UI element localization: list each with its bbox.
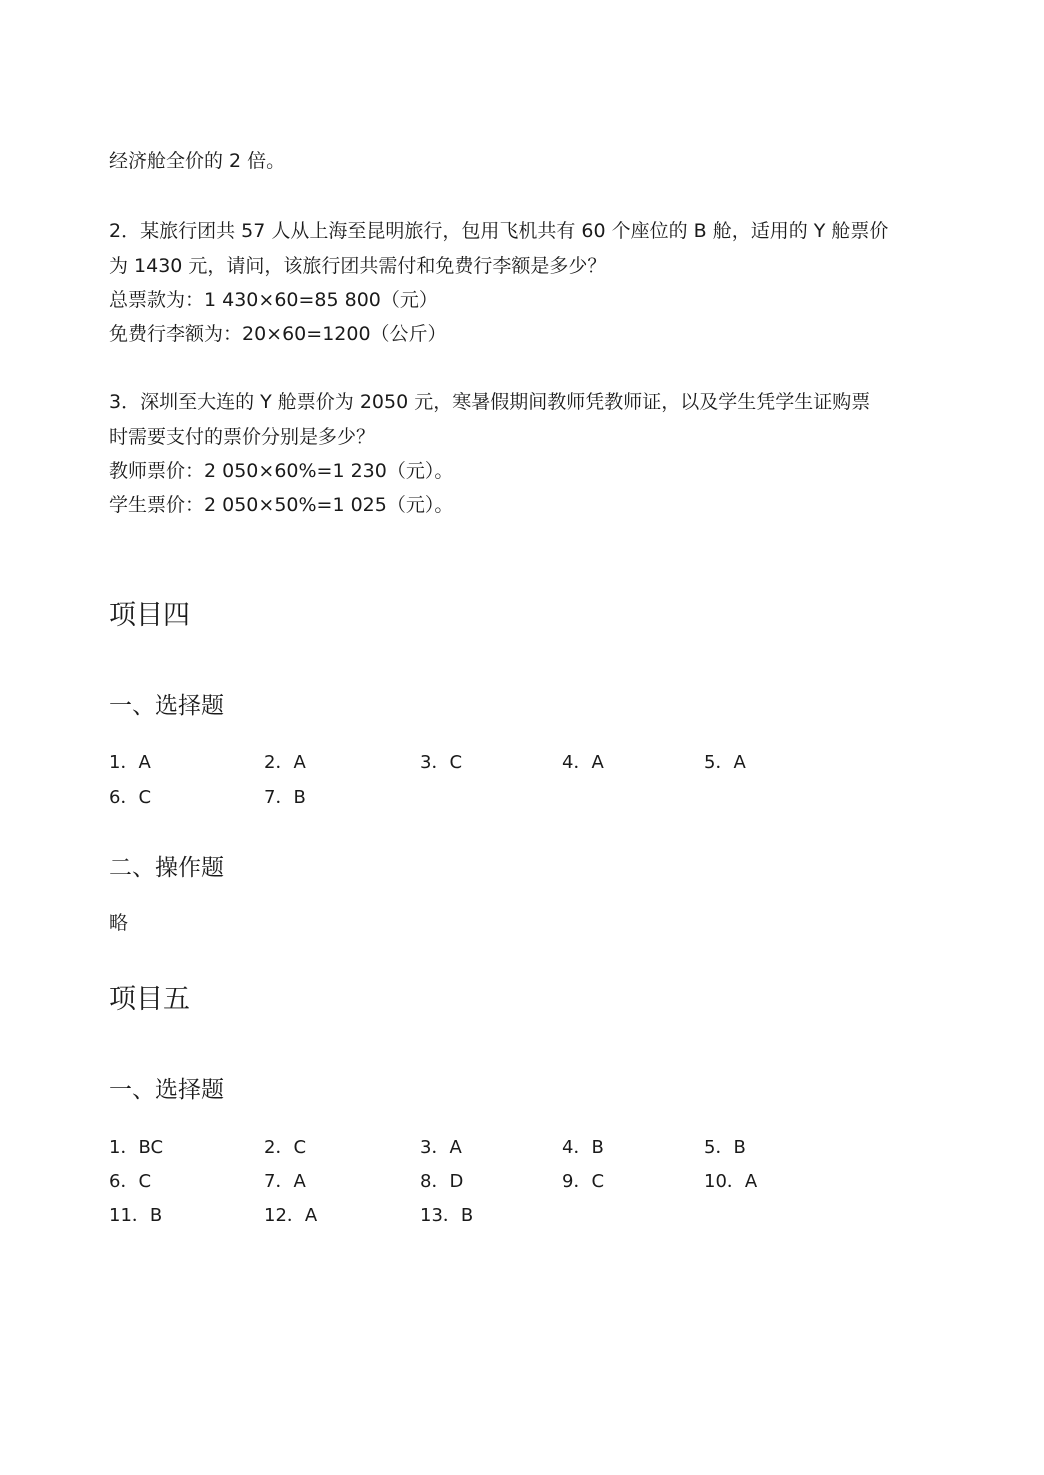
answer-item: 1．BC: [109, 1137, 164, 1158]
answer-item: 6．C: [109, 787, 152, 808]
answer-item: 6．C: [109, 1171, 152, 1192]
answer-item: 9．C: [562, 1171, 605, 1192]
section-body: 略: [109, 912, 129, 934]
project-4-title: 项目四: [109, 600, 190, 631]
answer-item: 2．A: [264, 752, 306, 773]
answer-line: 免费行李额为：20×60=1200（公斤）: [109, 323, 447, 345]
section-heading: 二、操作题: [109, 855, 224, 881]
answer-item: 3．C: [420, 752, 463, 773]
answer-item: 10．A: [704, 1171, 758, 1192]
answer-line: 总票款为：1 430×60=85 800（元）: [109, 289, 438, 311]
answer-item: 2．C: [264, 1137, 307, 1158]
answer-item: 7．A: [264, 1171, 306, 1192]
answer-item: 4．B: [562, 1137, 604, 1158]
answer-item: 3．A: [420, 1137, 462, 1158]
question-2-line: 为 1430 元，请问，该旅行团共需付和免费行李额是多少？: [109, 255, 607, 277]
answer-item: 4．A: [562, 752, 604, 773]
answer-line: 教师票价：2 050×60%=1 230（元）。: [109, 460, 454, 482]
question-2-line: 2．某旅行团共 57 人从上海至昆明旅行，包用飞机共有 60 个座位的 B 舱，适用的 Y 舱票价: [109, 220, 889, 242]
question-3-line: 时需要支付的票价分别是多少？: [109, 426, 376, 448]
answer-item: 8．D: [420, 1171, 464, 1192]
section-heading: 一、选择题: [109, 693, 224, 719]
answer-item: 11．B: [109, 1205, 163, 1226]
answer-item: 7．B: [264, 787, 306, 808]
section-heading: 一、选择题: [109, 1077, 224, 1103]
answer-item: 13．B: [420, 1205, 474, 1226]
answer-item: 5．A: [704, 752, 746, 773]
answer-item: 1．A: [109, 752, 151, 773]
answer-item: 12．A: [264, 1205, 318, 1226]
project-5-title: 项目五: [109, 984, 190, 1015]
paragraph-line: 经济舱全价的 2 倍。: [109, 150, 286, 172]
answer-item: 5．B: [704, 1137, 746, 1158]
question-3-line: 3．深圳至大连的 Y 舱票价为 2050 元，寒暑假期间教师凭教师证，以及学生凭学生证购票: [109, 391, 871, 413]
answer-line: 学生票价：2 050×50%=1 025（元）。: [109, 494, 454, 516]
